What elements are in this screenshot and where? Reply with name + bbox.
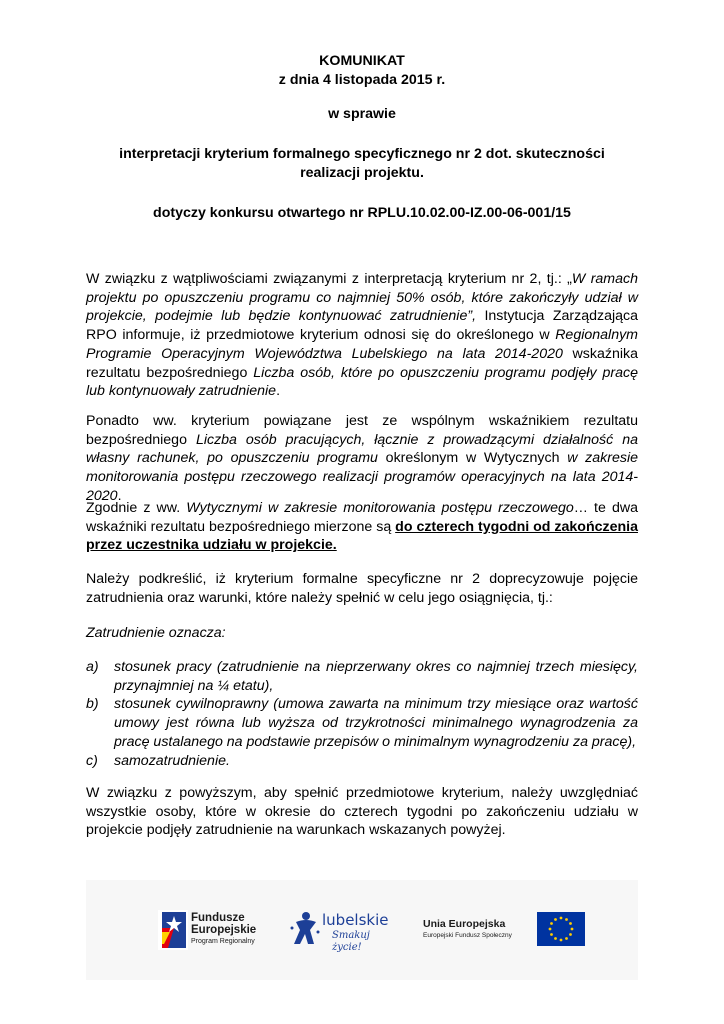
definition-list (86, 658, 638, 770)
subject-line-1: interpretacji kryterium formalnego specyficznego nr 2 dot. skuteczności (119, 146, 605, 162)
lubelskie-logo: lubelskie Smakuj życie! (288, 908, 398, 952)
subject-line-2: realizacji projektu. (300, 165, 424, 181)
emphasized-deadline: do czterech tygodni od zakończenia przez uczestnika udziału w projekcie. (86, 518, 638, 554)
footer-logos (86, 880, 638, 980)
list-item: b) stosunek cywilnoprawny (umowa zawarta na minimum trzy miesiące oraz wartość umowy jest równa lub wyższa od trzykrotności minimalnego wynagrodzenia za pracę ustalanego na podstawie przepisów o minimalnym wynagrodzeniu za pracę), (86, 696, 638, 750)
paragraph-3: Zgodnie z ww. Wytycznymi w zakresie monitorowania postępu rzeczowego… te dwa wskaźniki rezultatu bezpośredniego mierzone są do czterech tygodni od zakończenia przez uczestnika udziału w projekcie. (86, 500, 638, 554)
list-item: c) samozatrudnienie. (86, 752, 230, 769)
fundusze-europejskie-logo: Fundusze Europejskie Program Regionalny (158, 910, 266, 950)
paragraph-2: Ponadto ww. kryterium powiązane jest ze wspólnym wskaźnikiem rezultatu bezpośredniego Liczba osób pracujących, łącznie z prowadzącymi działalność na własny rachunek, po opuszczeniu programu określonym w Wytycznych w zakresie monitorowania postępu rzeczowego realizacji programów operacyjnych na lata 2014-2020. (86, 413, 638, 504)
paragraph-4: Należy podkreślić, iż kryterium formalne specyficzne nr 2 doprecyzowuje pojęcie zatrudnienia oraz warunki, które należy spełnić w celu jego osiągnięcia, tj.: (86, 571, 638, 606)
fe-star-icon (158, 910, 188, 950)
list-item: a) stosunek pracy (zatrudnienie na nieprzerwany okres co najmniej trzech miesięcy, przynajmniej na ¼ etatu), (86, 659, 638, 694)
document-date: z dnia 4 listopada 2015 r. (278, 72, 446, 88)
definition-intro: Zatrudnienie oznacza: (86, 625, 226, 641)
eu-logo: Unia Europejska Europejski Fundusz Społeczny (423, 912, 613, 948)
document-title: KOMUNIKAT (319, 53, 405, 69)
in-matter-label: w sprawie (328, 106, 396, 122)
contest-reference: dotyczy konkursu otwartego nr RPLU.10.02.00-IZ.00-06-001/15 (153, 205, 571, 221)
eu-flag-icon (537, 912, 585, 946)
conclusion-paragraph: W związku z powyższym, aby spełnić przedmiotowe kryterium, należy uwzględniać wszystkie osoby, które w okresie do czterech tygodni po zakończeniu udziału w projekcie podjęły zatrudnienie na warunkach wskazanych powyżej. (86, 785, 638, 839)
lubelskie-figure-icon (288, 908, 322, 948)
paragraph-1: W związku z wątpliwościami związanymi z interpretacją kryterium nr 2, tj.: „W ramach projektu po opuszczeniu programu co najmniej 50% osób, które zakończyły udział w projekcie, podejmie lub będzie kontynuować zatrudnienie”, Instytucja Zarządzająca RPO informuje, iż przedmiotowe kryterium odnosi się do określonego w Regionalnym Programie Operacyjnym Województwa Lubelskiego na lata 2014-2020 wskaźnika rezultatu bezpośredniego Liczba osób, które po opuszczeniu programu podjęły pracę lub kontynuowały zatrudnienie. (86, 271, 639, 400)
